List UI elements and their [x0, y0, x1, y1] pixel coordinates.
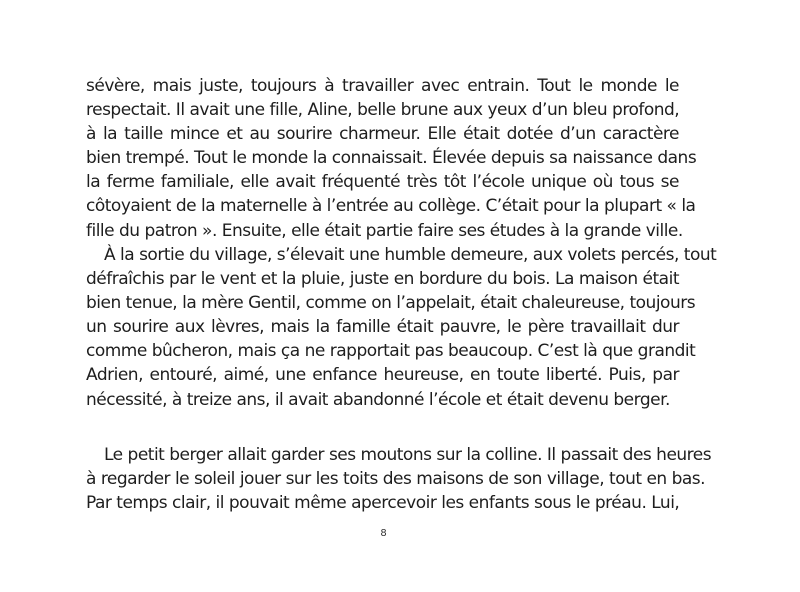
- text-line: sévère, mais juste, toujours à travailler avec entrain. Tout le monde le: [86, 76, 679, 96]
- text-line: Le petit berger allait garder ses moutons sur la colline. Il passait des heures: [104, 445, 712, 465]
- text-line: Par temps clair, il pouvait même apercevoir les enfants sous le préau. Lui,: [86, 493, 680, 514]
- text-line: respectait. Il avait une fille, Aline, belle brune aux yeux d’un bleu profond,: [86, 100, 680, 121]
- text-line: à regarder le soleil jouer sur les toits des maisons de son village, tout en bas.: [86, 469, 706, 490]
- text-line: comme bûcheron, mais ça ne rapportait pas beaucoup. C’est là que grandit: [86, 341, 696, 362]
- text-line: fille du patron ». Ensuite, elle était partie faire ses études à la grande ville.: [86, 220, 683, 241]
- text-line: à la taille mince et au sourire charmeur. Elle était dotée d’un caractère: [86, 124, 679, 145]
- paragraph-2: [86, 243, 717, 412]
- page-number: 8: [380, 528, 387, 539]
- text-line: À la sortie du village, s’élevait une humble demeure, aux volets percés, tout: [104, 245, 717, 265]
- text-line: côtoyaient de la maternelle à l’entrée au collège. C’était pour la plupart « la: [86, 196, 696, 217]
- text-line: la ferme familiale, elle avait fréquenté très tôt l’école unique où tous se: [86, 172, 679, 193]
- text-line: un sourire aux lèvres, mais la famille était pauvre, le père travaillait dur: [86, 317, 679, 338]
- text-line: Adrien, entouré, aimé, une enfance heureuse, en toute liberté. Puis, par: [86, 365, 679, 386]
- text-line: défraîchis par le vent et la pluie, juste en bordure du bois. La maison était: [86, 269, 679, 290]
- paragraph-3: [86, 443, 712, 515]
- text-line: nécessité, à treize ans, il avait abandonné l’école et était devenu berger.: [86, 389, 670, 410]
- text-line: bien tenue, la mère Gentil, comme on l’appelait, était chaleureuse, toujours: [86, 293, 696, 314]
- text-line: bien trempé. Tout le monde la connaissait. Élevée depuis sa naissance dans: [86, 148, 697, 169]
- paragraph-1: [86, 74, 697, 243]
